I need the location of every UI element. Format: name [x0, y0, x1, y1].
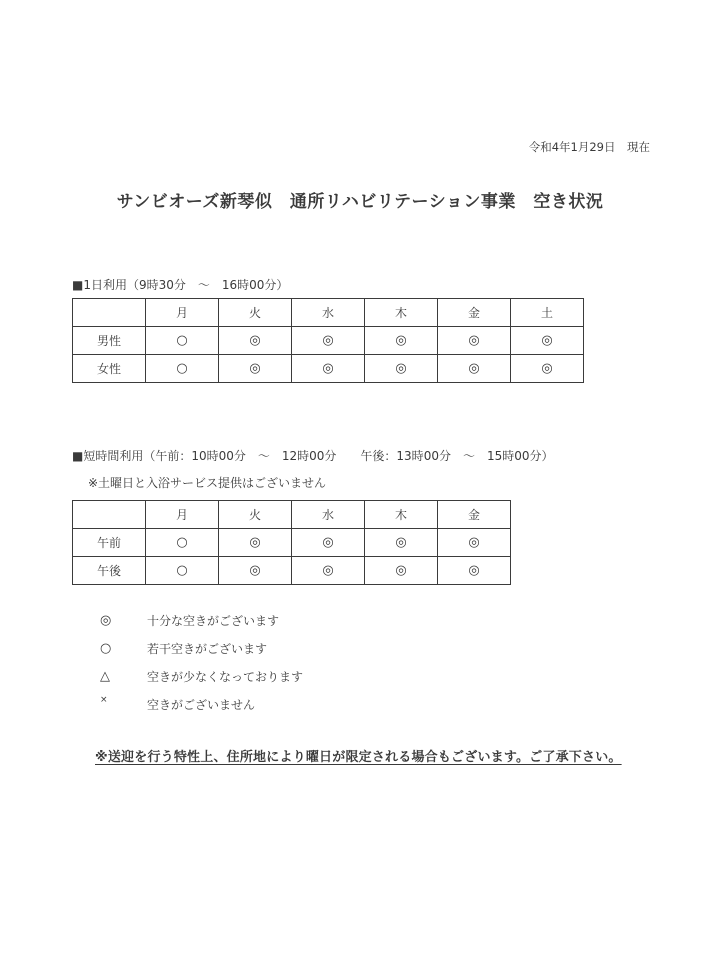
availability-cell: ◎ [219, 327, 292, 355]
transport-footer-note: ※送迎を行う特性上、住所地により曜日が限定される場合もございます。ご了承下さい。 [95, 750, 622, 765]
column-header-fri: 金 [438, 501, 511, 529]
availability-cell: ○ [146, 327, 219, 355]
column-header-tue: 火 [219, 501, 292, 529]
saturday-bath-note: ※土曜日と入浴サービス提供はございません [88, 476, 327, 490]
availability-cell: ◎ [219, 529, 292, 557]
double-circle-symbol: ◎ [100, 612, 112, 628]
legend-item [100, 606, 303, 634]
page-title: サンビオーズ新琴似 通所リハビリテーション事業 空き状況 [116, 192, 604, 212]
column-header-thu: 木 [365, 501, 438, 529]
circle-symbol: ○ [100, 640, 112, 656]
availability-cell: ◎ [365, 355, 438, 383]
legend-item-label: 空きがございません [147, 697, 256, 712]
table-header-row [73, 299, 584, 327]
table-row-afternoon [73, 557, 511, 585]
legend-item-label: 空きが少なくなっております [147, 669, 304, 684]
availability-cell: ◎ [292, 327, 365, 355]
availability-cell: ◎ [438, 557, 511, 585]
legend-item [100, 662, 303, 690]
availability-cell: ○ [146, 557, 219, 585]
legend-item-label: 若干空きがございます [147, 641, 268, 656]
availability-cell: ◎ [292, 529, 365, 557]
column-header-wed: 水 [292, 501, 365, 529]
availability-cell: ◎ [438, 327, 511, 355]
short-time-availability-table [72, 500, 511, 585]
row-label: 男性 [73, 327, 146, 355]
row-label: 午後 [73, 557, 146, 585]
column-header-tue: 火 [219, 299, 292, 327]
availability-cell: ◎ [292, 355, 365, 383]
legend-item [100, 634, 303, 662]
availability-cell: ◎ [219, 557, 292, 585]
triangle-symbol: △ [100, 668, 110, 684]
short-time-section-heading: ■短時間利用（午前：10時00分 ～ 12時00分 午後：13時00分 ～ 15時00分） [72, 449, 554, 463]
full-day-availability-table [72, 298, 584, 383]
date-line: 令和4年1月29日 現在 [528, 140, 650, 154]
availability-cell: ◎ [511, 327, 584, 355]
availability-cell: ◎ [292, 557, 365, 585]
table-header-row [73, 501, 511, 529]
full-day-section-heading: ■1日利用（9時30分 ～ 16時00分） [72, 278, 289, 292]
column-header-sat: 土 [511, 299, 584, 327]
availability-cell: ◎ [438, 529, 511, 557]
availability-cell: ◎ [438, 355, 511, 383]
column-header-mon: 月 [146, 299, 219, 327]
availability-legend [100, 606, 303, 718]
column-header-mon: 月 [146, 501, 219, 529]
availability-cell: ◎ [365, 557, 438, 585]
availability-cell: ◎ [219, 355, 292, 383]
legend-item-label: 十分な空きがございます [147, 613, 280, 628]
row-label: 女性 [73, 355, 146, 383]
row-label: 午前 [73, 529, 146, 557]
column-header-fri: 金 [438, 299, 511, 327]
table-row-male [73, 327, 584, 355]
cross-symbol: × [100, 695, 108, 705]
availability-cell: ○ [146, 355, 219, 383]
corner-cell [73, 299, 146, 327]
corner-cell [73, 501, 146, 529]
column-header-wed: 水 [292, 299, 365, 327]
legend-item [100, 690, 303, 718]
table-row-morning [73, 529, 511, 557]
column-header-thu: 木 [365, 299, 438, 327]
availability-cell: ◎ [365, 529, 438, 557]
availability-cell: ○ [146, 529, 219, 557]
availability-cell: ◎ [365, 327, 438, 355]
table-row-female [73, 355, 584, 383]
availability-cell: ◎ [511, 355, 584, 383]
